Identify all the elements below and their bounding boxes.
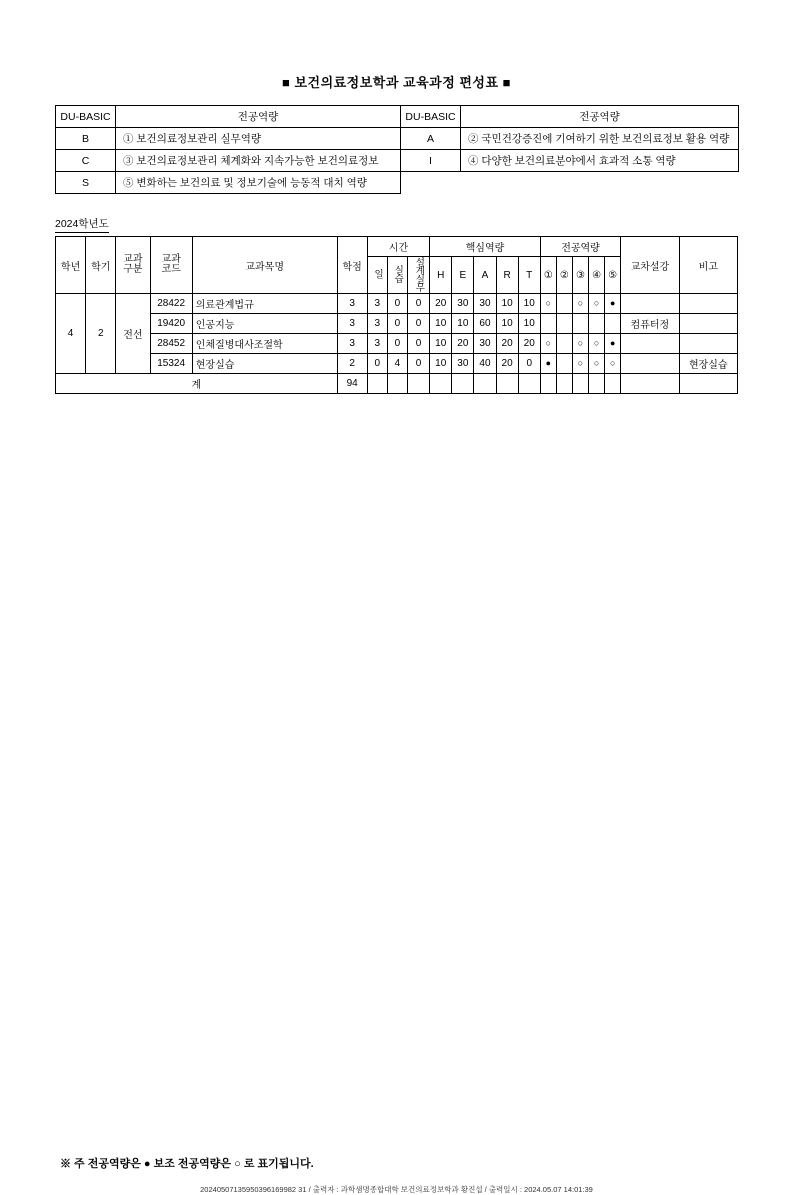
total-empty-cell — [540, 374, 556, 394]
cell-major-3 — [589, 294, 605, 314]
cell-lecture — [621, 334, 679, 354]
cell-major-3 — [589, 354, 605, 374]
total-empty-cell — [474, 374, 496, 394]
cell-hours-design: 0 — [407, 354, 429, 374]
cell-subject-name: 현장실습 — [192, 354, 337, 374]
cell-subject-code: 28452 — [150, 334, 192, 354]
total-empty-cell — [452, 374, 474, 394]
table-header-row — [56, 106, 739, 128]
cell-core-1: 10 — [452, 314, 474, 334]
header-du-basic-right: DU-BASIC — [401, 106, 461, 128]
cell-credit: 3 — [337, 294, 367, 314]
total-empty-cell — [518, 374, 540, 394]
cell-subject-name: 의료관계법규 — [192, 294, 337, 314]
cell-core-3: 10 — [496, 294, 518, 314]
footer-meta: 20240507135950396169982 31 / 출력자 : 과학샘명종합대학 보건의료정보학과 황진섭 / 출력일시 : 2024.05.07 14:01:39 — [200, 1185, 593, 1194]
header-remark: 비고 — [679, 237, 737, 294]
header-major-3: ③ — [572, 257, 588, 294]
cell-major-2 — [572, 354, 588, 374]
cell-core-2: 30 — [474, 294, 496, 314]
cell-core-1: 20 — [452, 334, 474, 354]
cell-lecture — [621, 294, 679, 314]
competency-desc: ② 국민건강증진에 기여하기 위한 보건의료정보 활용 역량 — [461, 128, 739, 150]
cell-major-2 — [572, 334, 588, 354]
cell-hours-theory: 0 — [367, 354, 387, 374]
cell-core-1: 30 — [452, 294, 474, 314]
header-subject-code: 교과 코드 — [150, 237, 192, 294]
cell-hours-design: 0 — [407, 334, 429, 354]
cell-remark — [679, 314, 737, 334]
header-lecture: 교차설강 — [621, 237, 679, 294]
cell-credit: 3 — [337, 334, 367, 354]
competency-code: I — [401, 150, 461, 172]
cell-hours-theory: 3 — [367, 294, 387, 314]
cell-semester: 2 — [86, 294, 116, 374]
cell-lecture: 컴퓨터정 — [621, 314, 679, 334]
cell-hours-design: 0 — [407, 314, 429, 334]
cell-core-4: 10 — [518, 294, 540, 314]
empty-cell — [461, 172, 739, 194]
cell-major-4 — [605, 314, 621, 334]
header-subject-name: 교과목명 — [192, 237, 337, 294]
header-core-h: H — [430, 257, 452, 294]
cell-major-0 — [540, 314, 556, 334]
cell-hours-practice: 0 — [387, 314, 407, 334]
cell-core-0: 20 — [430, 294, 452, 314]
competency-desc: ③ 보건의료정보관리 체계화와 지속가능한 보건의료정보 — [116, 150, 401, 172]
table-header-row — [56, 237, 738, 257]
year-label: 2024학년도 — [55, 216, 109, 233]
header-credit: 학점 — [337, 237, 367, 294]
cell-major-4 — [605, 334, 621, 354]
competency-code: A — [401, 128, 461, 150]
cell-major-3 — [589, 334, 605, 354]
cell-core-0: 10 — [430, 334, 452, 354]
cell-hours-practice: 4 — [387, 354, 407, 374]
header-major-4: ④ — [589, 257, 605, 294]
table-row — [56, 334, 738, 354]
cell-core-4: 20 — [518, 334, 540, 354]
competency-desc: ① 보건의료정보관리 실무역량 — [116, 128, 401, 150]
cell-division: 전선 — [116, 294, 150, 374]
footnote: ※ 주 전공역량은 ● 보조 전공역량은 ○ 로 표기됩니다. — [60, 1158, 314, 1170]
header-hours-group: 시간 — [367, 237, 429, 257]
header-competency-left: 전공역량 — [116, 106, 401, 128]
competency-code: S — [56, 172, 116, 194]
header-major-5: ⑤ — [605, 257, 621, 294]
competency-desc: ⑤ 변화하는 보건의료 및 정보기술에 능동적 대치 역량 — [116, 172, 401, 194]
total-empty-cell — [407, 374, 429, 394]
curriculum-table — [55, 236, 738, 394]
total-empty-cell — [496, 374, 518, 394]
header-du-basic-left: DU-BASIC — [56, 106, 116, 128]
cell-major-1 — [556, 314, 572, 334]
cell-hours-design: 0 — [407, 294, 429, 314]
header-core-t: T — [518, 257, 540, 294]
cell-core-1: 30 — [452, 354, 474, 374]
header-core-r: R — [496, 257, 518, 294]
header-grade: 학년 — [56, 237, 86, 294]
total-empty-cell — [367, 374, 387, 394]
cell-hours-practice: 0 — [387, 294, 407, 314]
cell-core-2: 30 — [474, 334, 496, 354]
cell-core-3: 10 — [496, 314, 518, 334]
total-credit: 94 — [337, 374, 367, 394]
header-core-e: E — [452, 257, 474, 294]
table-row — [56, 294, 738, 314]
competency-desc: ④ 다양한 보건의료분야에서 효과적 소통 역량 — [461, 150, 739, 172]
total-row — [56, 374, 738, 394]
header-subject-division: 교과 구분 — [116, 237, 150, 294]
header-major-group: 전공역량 — [540, 237, 620, 257]
cell-lecture — [621, 354, 679, 374]
header-hours-practice: 실습 — [387, 257, 407, 294]
header-core-group: 핵심역량 — [430, 237, 541, 257]
header-hours-theory: 일 — [367, 257, 387, 294]
table-row — [56, 150, 739, 172]
cell-major-1 — [556, 334, 572, 354]
header-major-2: ② — [556, 257, 572, 294]
cell-remark: 현장실습 — [679, 354, 737, 374]
total-empty-cell — [387, 374, 407, 394]
cell-core-0: 10 — [430, 354, 452, 374]
total-empty-cell — [605, 374, 621, 394]
competency-code: B — [56, 128, 116, 150]
empty-cell — [401, 172, 461, 194]
cell-grade: 4 — [56, 294, 86, 374]
table-row — [56, 314, 738, 334]
cell-major-1 — [556, 294, 572, 314]
cell-subject-code: 15324 — [150, 354, 192, 374]
cell-subject-code: 19420 — [150, 314, 192, 334]
table-row — [56, 354, 738, 374]
total-empty-cell — [679, 374, 737, 394]
cell-remark — [679, 294, 737, 314]
cell-major-4 — [605, 294, 621, 314]
cell-major-0 — [540, 354, 556, 374]
cell-hours-theory: 3 — [367, 334, 387, 354]
competency-code: C — [56, 150, 116, 172]
cell-credit: 2 — [337, 354, 367, 374]
total-empty-cell — [556, 374, 572, 394]
cell-core-2: 60 — [474, 314, 496, 334]
document-page — [0, 72, 793, 1193]
cell-major-0 — [540, 334, 556, 354]
cell-core-4: 10 — [518, 314, 540, 334]
table-row — [56, 128, 739, 150]
total-empty-cell — [589, 374, 605, 394]
cell-core-3: 20 — [496, 354, 518, 374]
header-hours-design: 설계실무 — [407, 257, 429, 294]
header-major-1: ① — [540, 257, 556, 294]
cell-hours-practice: 0 — [387, 334, 407, 354]
cell-hours-theory: 3 — [367, 314, 387, 334]
header-competency-right: 전공역량 — [461, 106, 739, 128]
total-empty-cell — [430, 374, 452, 394]
cell-core-4: 0 — [518, 354, 540, 374]
total-label: 계 — [56, 374, 338, 394]
cell-major-3 — [589, 314, 605, 334]
cell-subject-name: 인공지능 — [192, 314, 337, 334]
cell-core-3: 20 — [496, 334, 518, 354]
cell-major-2 — [572, 294, 588, 314]
cell-core-2: 40 — [474, 354, 496, 374]
total-empty-cell — [621, 374, 679, 394]
cell-subject-code: 28422 — [150, 294, 192, 314]
cell-major-4 — [605, 354, 621, 374]
header-semester: 학기 — [86, 237, 116, 294]
cell-major-2 — [572, 314, 588, 334]
cell-major-0 — [540, 294, 556, 314]
cell-core-0: 10 — [430, 314, 452, 334]
cell-subject-name: 인체질병대사조절학 — [192, 334, 337, 354]
competency-table — [55, 105, 739, 194]
cell-remark — [679, 334, 737, 354]
header-core-a: A — [474, 257, 496, 294]
cell-major-1 — [556, 354, 572, 374]
total-empty-cell — [572, 374, 588, 394]
cell-credit: 3 — [337, 314, 367, 334]
page-title: ■ 보건의료정보학과 교육과정 편성표 ■ — [281, 75, 512, 90]
table-row — [56, 172, 739, 194]
